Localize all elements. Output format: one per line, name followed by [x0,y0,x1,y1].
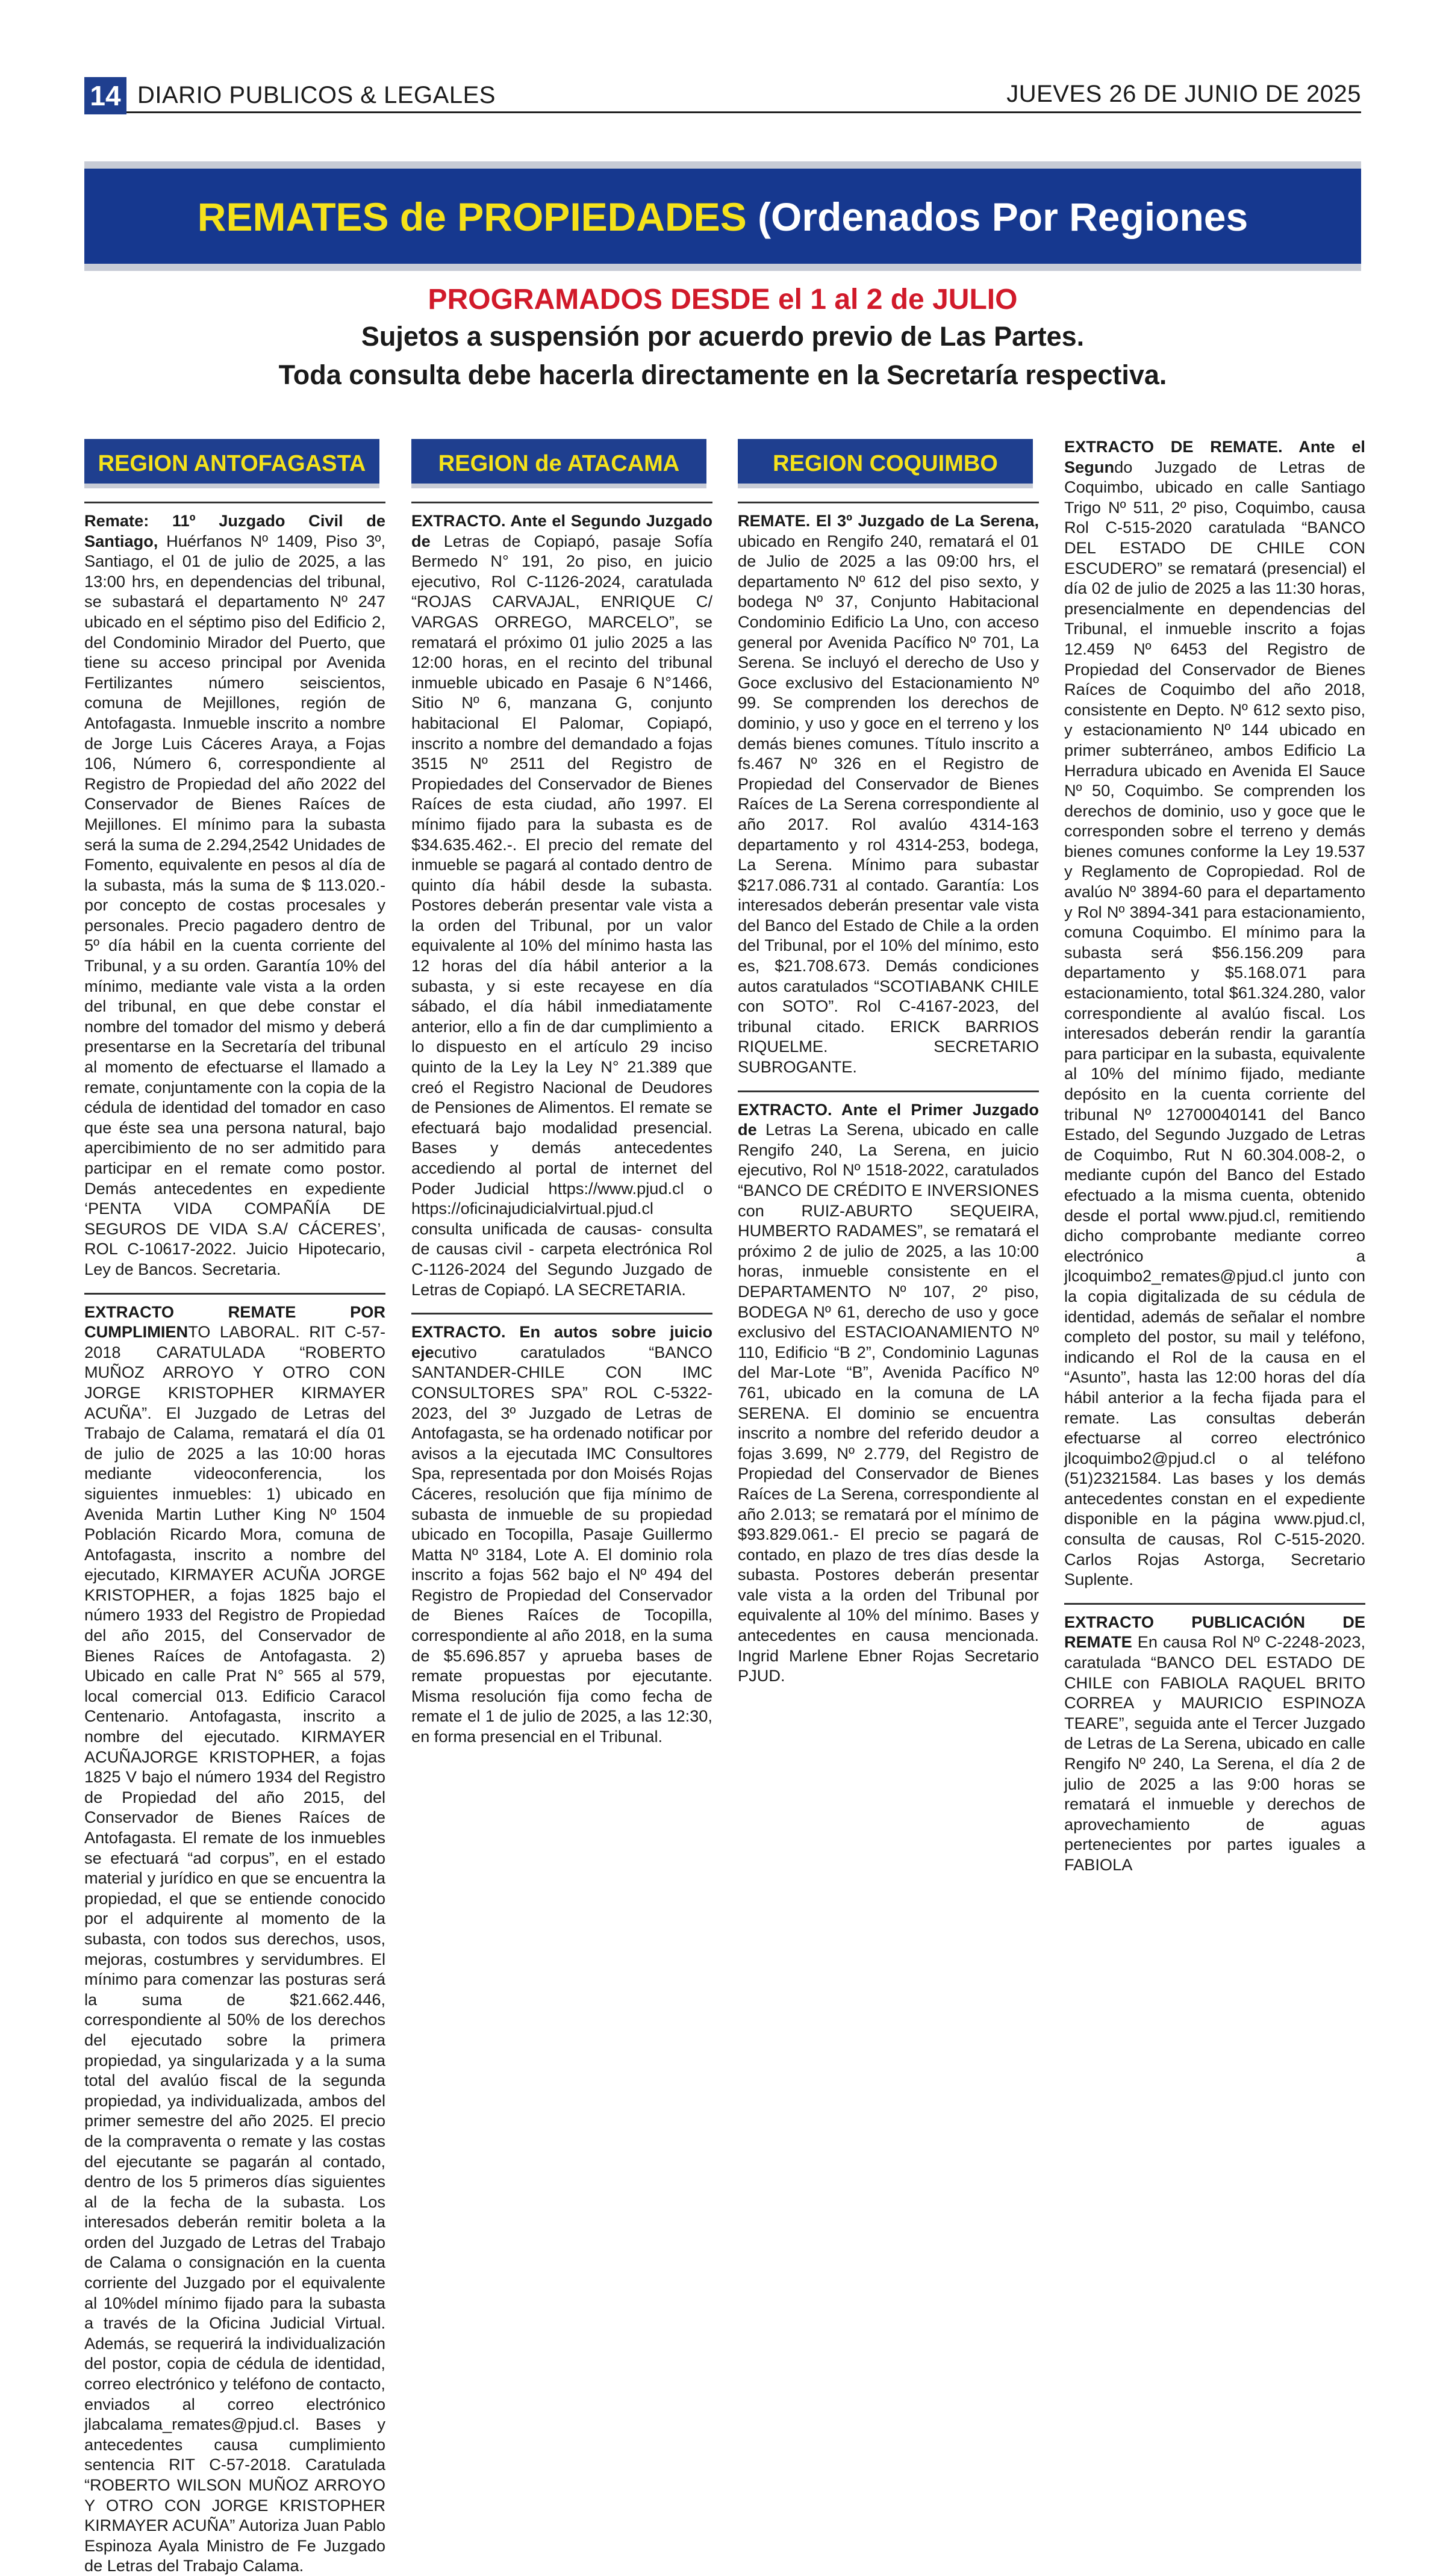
section-banner [84,161,1361,271]
page-number: 14 [84,77,126,114]
issue-date: JUEVES 26 DE JUNIO DE 2025 [1006,81,1361,107]
suspension-note: Sujetos a suspensión por acuerdo previo de Las Partes. [361,321,1085,352]
divider [411,1313,712,1314]
divider [84,502,385,503]
notice-lead: EXTRACTO. Ante el Primer Juzgado de [738,1100,1039,1139]
notice-remate-11-juzgado [84,511,385,1280]
divider [1064,1603,1365,1605]
notice-lead: EXTRACTO. En autos sobre juicio eje [411,1322,712,1361]
notice-lead: EXTRACTO PUBLICACIÓN DE REMATE [1064,1612,1365,1652]
notice-body: cutivo caratulados “BANCO SANTANDER-CHILE CON IMC CONSULTORES SPA” ROL C-5322-2023, del 3º Juzgado de Letras de Antofagasta, se ha ordenado notificar por avisos a la ejecutada IMC Consultores Spa, representada por don Moisés Rojas Cáceres, resolución que fija mínimo de subasta de inmueble de su propiedad ubicado en Tocopilla, Pasaje Guillermo Matta Nº 3184, Lote A. El dominio rola inscrito a fojas 562 bajo el Nº 494 del Registro de Propiedad del Conservador de Bienes Raíces de Tocopilla, correspondiente al año 2018, en la suma de $5.696.857 y aprueba bases de remate propuestas por ejecutante. Misma resolución fija como fecha de remate el 1 de julio de 2025, a las 12:30, en forma presencial en el Tribunal. [411,1342,712,1746]
notice-lead: Remate: 11º Juzgado Civil de Santiago, [84,511,385,550]
divider [738,502,1039,503]
inquiry-note: Toda consulta debe hacerla directamente en la Secretaría respectiva. [278,359,1167,390]
notice-body: Letras La Serena, ubicado en calle Rengifo 240, La Serena, en juicio ejecutivo, Rol Nº 1518-2022, caratulados “BANCO DE CRÉDITO E INVERSIONES con RUIZ-ABURTO SEQUEIRA, HUMBERTO RADAMES”, se rematará el próximo 2 de julio de 2025, a las 10:00 horas, inmueble consistente en el DEPARTAMENTO Nº 107, 2º piso, BODEGA Nº 61, derecho de uso y goce exclusivo del ESTACIOANAMIENTO Nº 110, Edificio “B 2”, Condominio Lagunas del Mar-Lote “B”, Avenida Pacífico Nº 761, ubicado en la comuna de LA SERENA. El dominio se encuentra inscrito a nombre del referido deudor a fojas 3.699, Nº 2.779, del Registro de Propiedad del Conservador de Bienes Raíces de La Serena, correspondiente al año 2.013; se rematará por el mínimo de $93.829.061.- El precio se pagará de contado, en plazo de tres días desde la subasta. Postores deberán presentar vale vista a la orden del Tribunal por equivalente al 10% del mínimo. Bases y antecedentes en causa mencionada. Ingrid Marlene Ebner Rojas Secretario PJUD. [738,1120,1039,1685]
divider [738,1090,1039,1092]
divider [84,1293,385,1295]
notice-body: Letras de Copiapó, pasaje Sofía Bermedo N° 191, 2o piso, en juicio ejecutivo, Rol C-1126-2024, caratulada “ROJAS CARVAJAL, ENRIQUE C/ VARGAS ORREGO, MARCELO”, se rematará el próximo 01 julio 2025 a las 12:00 horas, en el recinto del tribunal inmueble ubicado en Pasaje 6 N°1466, Sitio Nº 6, manzana G, conjunto habitacional El Palomar, Copiapó, inscrito a nombre del demandado a fojas 3515 Nº 2511 del Registro de Propiedades del Conservador de Bienes Raíces de esta ciudad, año 1997. El mínimo fijado para la subasta es de $34.635.462.-. El precio del remate del inmueble se pagará al contado dentro de quinto día hábil desde la subasta. Postores deberán presentar vale vista a la orden del Tribunal, por un valor equivalente al 10% del mínimo hasta las 12 horas del día hábil anterior a la subasta, y si este recayese en día sábado, el día hábil inmediatamente anterior, ello a fin de dar cumplimiento a lo dispuesto en el artículo 29 inciso quinto de la Ley la Ley N° 21.389 que creó el Registro Nacional de Deudores de Pensiones de Alimentos. El remate se efectuará bajo modalidad presencial. Bases y demás antecedentes accediendo al portal de internet del Poder Judicial https://www.pjud.cl o https://oficinajudicialvirtual.pjud.cl consulta unificada de causas- consulta de causas civil - carpeta electrónica Rol C-1126-2024 del Segundo Juzgado de Letras de Copiapó. LA SECRETARIA. [411,531,712,1299]
notice-extracto-santander-imc [411,1322,712,1746]
region-heading-atacama: REGION de ATACAMA [411,439,706,488]
notice-lead: EXTRACTO REMATE POR CUMPLIMIEN [84,1302,385,1342]
region-heading-antofagasta: REGION ANTOFAGASTA [84,439,379,488]
notice-body: ubicado en Rengifo 240, rematará el 01 de Julio de 2025 a las 09:00 hrs, el departamento Nº 612 del piso sexto, y bodega Nº 37, Conjunto Habitacional Condominio Edificio La Uno, con acceso general por Avenida Pacífico Nº 701, La Serena. Se incluyó el derecho de Uso y Goce exclusivo del Estacionamiento Nº 99. Se comprenden los derechos de dominio, y uso y goce en el terreno y los demás bienes comunes. Título inscrito a fs.467 Nº 326 en el Registro de Propiedad del Conservador de Bienes Raíces de La Serena correspondiente al año 2017. Rol avalúo 4314-163 departamento y rol 4314-253, bodega, La Serena. Mínimo para subastar $217.086.731 al contado. Garantía: Los interesados deberán presentar vale vista del Banco del Estado de Chile a la orden del Tribunal, por el 10% del mínimo, esto es, $21.708.673. Demás condiciones autos caratulados “SCOTIABANK CHILE con SOTO”. Rol C-4167-2023, del tribunal citado. ERICK BARRIOS RIQUELME. SECRETARIO SUBROGANTE. [738,531,1039,1077]
notice-body: TO LABORAL. RIT C-57-2018 CARATULADA “ROBERTO MUÑOZ ARROYO Y OTRO CON JORGE KRISTOPHER KIRMAYER ACUÑA”. El Juzgado de Letras del Trabajo de Calama, rematará el día 01 de julio de 2025 a las 10:00 horas mediante videoconferencia, los siguientes inmuebles: 1) ubicado en Avenida Martin Luther King Nº 1504 Población Ricardo Mora, comuna de Antofagasta, inscrito a nombre del ejecutado, KIRMAYER ACUÑA JORGE KRISTOPHER, a fojas 1825 bajo el número 1933 del Registro de Propiedad del año 2015, del Conservador de Bienes Raíces de Antofagasta. 2) Ubicado en calle Prat N° 565 al 579, local comercial 013. Edificio Caracol Centenario. Antofagasta, inscrito a nombre del ejecutado. KIRMAYER ACUÑAJORGE KRISTOPHER, a fojas 1825 V bajo el número 1934 del Registro de Propiedad del año 2015, del Conservador de Bienes Raíces de Antofagasta. El remate de los inmuebles se efectuará “ad corpus”, en el estado material y jurídico en que se encuentra la propiedad, el que se entiende conocido por el adquirente al momento de la subasta, con todos sus derechos, usos, mejoras, costumbres y servidumbres. El mínimo para comenzar las posturas será la suma de $21.662.446, correspondiente al 50% de los derechos del ejecutado sobre la primera propiedad, ya singularizada y a la suma total del avalúo fiscal de la segunda propiedad, ya individualizada, ambos del primer semestre del año 2025. El precio de la compraventa o remate y las costas del ejecutante se pagarán al contado, dentro de los 5 primeros días siguientes al de la fecha de la subasta. Los interesados deberán remitir boleta a la orden del Juzgado de Letras del Trabajo de Calama o consignación en la cuenta corriente del Juzgado por el equivalente al 10%del mínimo fijado para la subasta a través de la Oficina Judicial Virtual. Además, se requerirá la individualización del postor, copia de cédula de identidad, correo electrónico y teléfono de contacto, enviados al correo electrónico jlabcalama_remates@pjud.cl. Bases y antecedentes causa cumplimiento sentencia RIT C-57-2018. Caratulada “ROBERTO WILSON MUÑOZ ARROYO Y OTRO CON JORGE KRISTOPHER KIRMAYER ACUÑA” Autoriza Juan Pablo Espinoza Ayala Ministro de Fe Juzgado de Letras del Trabajo Calama. [84,1322,385,2575]
notice-extracto-publicacion-remate [1064,1612,1365,1875]
notice-lead: REMATE. El 3º Juzgado de La Serena, [738,511,1039,530]
banner-title-sub: (Ordenados Por Regiones [758,194,1248,239]
notice-remate-3-juzgado-la-serena [738,511,1039,1077]
divider [411,502,712,503]
column-2 [411,437,712,2098]
notice-body: Huérfanos Nº 1409, Piso 3º, Santiago, el 01 de julio de 2025, a las 13:00 hrs, en dependencias del tribunal, se subastará el departamento Nº 247 ubicado en el séptimo piso del Edificio 2, del Condominio Mirador del Puerto, que tiene su acceso principal por Avenida Fertilizantes número seiscientos, comuna de Mejillones, región de Antofagasta. Inmueble inscrito a nombre de Jorge Luis Cáceres Araya, a Fojas 106, Número 6, correspondiente al Registro de Propiedad del año 2022 del Conservador de Bienes Raíces de Mejillones. El mínimo para la subasta será la suma de 2.294,2542 Unidades de Fomento, equivalente en pesos al día de la subasta, más la suma de $ 113.020.- por concepto de costas procesales y personales. Precio pagadero dentro de 5º día hábil en la cuenta corriente del Tribunal, y a su orden. Garantía 10% del mínimo, mediante vale vista a la orden del tribunal, en que debe constar el nombre del tomador del mismo y deberá presentarse en la Secretaría del tribunal al momento de efectuarse el llamado a remate, conjuntamente con la copia de la cédula de identidad del tomador en caso que éste sea una persona natural, bajo apercibimiento de no ser admitido para participar en el remate como postor. Demás antecedentes en expediente ‘PENTA VIDA COMPAÑÍA DE SEGUROS DE VIDA S.A/ CÁCERES’, ROL C-10617-2022. Juicio Hipotecario, Ley de Bancos. Secretaria. [84,531,385,1278]
notice-extracto-copiapo [411,511,712,1299]
region-heading-coquimbo: REGION COQUIMBO [738,439,1033,488]
notice-lead: EXTRACTO DE REMATE. Ante el Segun [1064,437,1365,476]
column-1 [84,437,385,2575]
column-3 [738,437,1039,2098]
banner-title-main: REMATES de PROPIEDADES [197,194,747,239]
notice-remate-laboral-calama [84,1302,385,2576]
schedule-heading: PROGRAMADOS DESDE el 1 al 2 de JULIO [428,284,1018,316]
masthead [84,77,1361,113]
notice-extracto-remate-coquimbo [1064,437,1365,1590]
notice-lead: EXTRACTO. Ante el Segundo Juzgado de [411,511,712,550]
notice-extracto-1-juzgado-la-serena [738,1100,1039,1686]
column-4 [1064,437,1365,2098]
notice-body: do Juzgado de Letras de Coquimbo, ubicado en calle Santiago Trigo Nº 511, 2º piso, Coquimbo, causa Rol C-515-2020 caratulada “BANCO DEL ESTADO DE CHILE CON ESCUDERO” se rematará (presencial) el día 02 de julio de 2025 a las 11:30 horas, presencialmente en dependencias del Tribunal, el inmueble inscrito a fojas 12.459 Nº 6453 del Registro de Propiedad del Conservador de Bienes Raíces de Coquimbo del año 2018, consistente en Depto. Nº 612 sexto piso, y estacionamiento Nº 144 ubicado en primer subterráneo, ambos Edificio La Herradura ubicado en Avenida El Sauce Nº 50, Coquimbo. Se comprenden los derechos de dominio, uso y goce que le corresponden sobre el terreno y demás bienes comunes conforme la Ley 19.537 y Reglamento de Copropiedad. Rol de avalúo Nº 3894-60 para el departamento y Rol Nº 3894-341 para estacionamiento, comuna Coquimbo. El mínimo para la subasta será $56.156.209 para departamento y $5.168.071 para estacionamiento, total $61.324.280, valor correspondiente al avalúo fiscal. Los interesados deberán rendir la garantía para participar en la subasta, equivalente al 10% del mínimo fijado, mediante depósito en la cuenta corriente del tribunal Nº 12700040141 del Banco Estado, del Segundo Juzgado de Letras de Coquimbo, Rut N 60.304.008-2, o mediante cupón del Banco del Estado efectuado a la misma cuenta, obtenido desde el portal www.pjud.cl, remitiendo dicho comprobante mediante correo electrónico a jlcoquimbo2_remates@pjud.cl junto con la copia digitalizada de su cédula de identidad, además de señalar el nombre completo del postor, su mail y teléfono, indicando el Rol de la causa en el “Asunto”, hasta las 12:00 horas del día hábil anterior a la fecha fijada para el remate. Las consultas deberán efectuarse al correo electrónico jlcoquimbo2@pjud.cl o al teléfono (51)2321584. Las bases y los demás antecedentes constan en el expediente disponible en la página www.pjud.cl, consulta de causas, Rol C-515-2020. Carlos Rojas Astorga, Secretario Suplente. [1064,457,1365,1589]
notice-body: En causa Rol Nº C-2248-2023, caratulada “BANCO DEL ESTADO DE CHILE con FABIOLA RAQUEL BRITO CORREA y MAURICIO ESPINOZA TEARE”, seguida ante el Tercer Juzgado de Letras de La Serena, ubicado en calle Rengifo Nº 240, La Serena, el día 2 de julio de 2025 a las 9:00 horas se rematará el inmueble y derechos de aprovechamiento de aguas pertenecientes por partes iguales a FABIOLA [1064,1632,1365,1874]
banner-title [84,194,1361,240]
section-title: DIARIO PUBLICOS & LEGALES [137,82,496,108]
